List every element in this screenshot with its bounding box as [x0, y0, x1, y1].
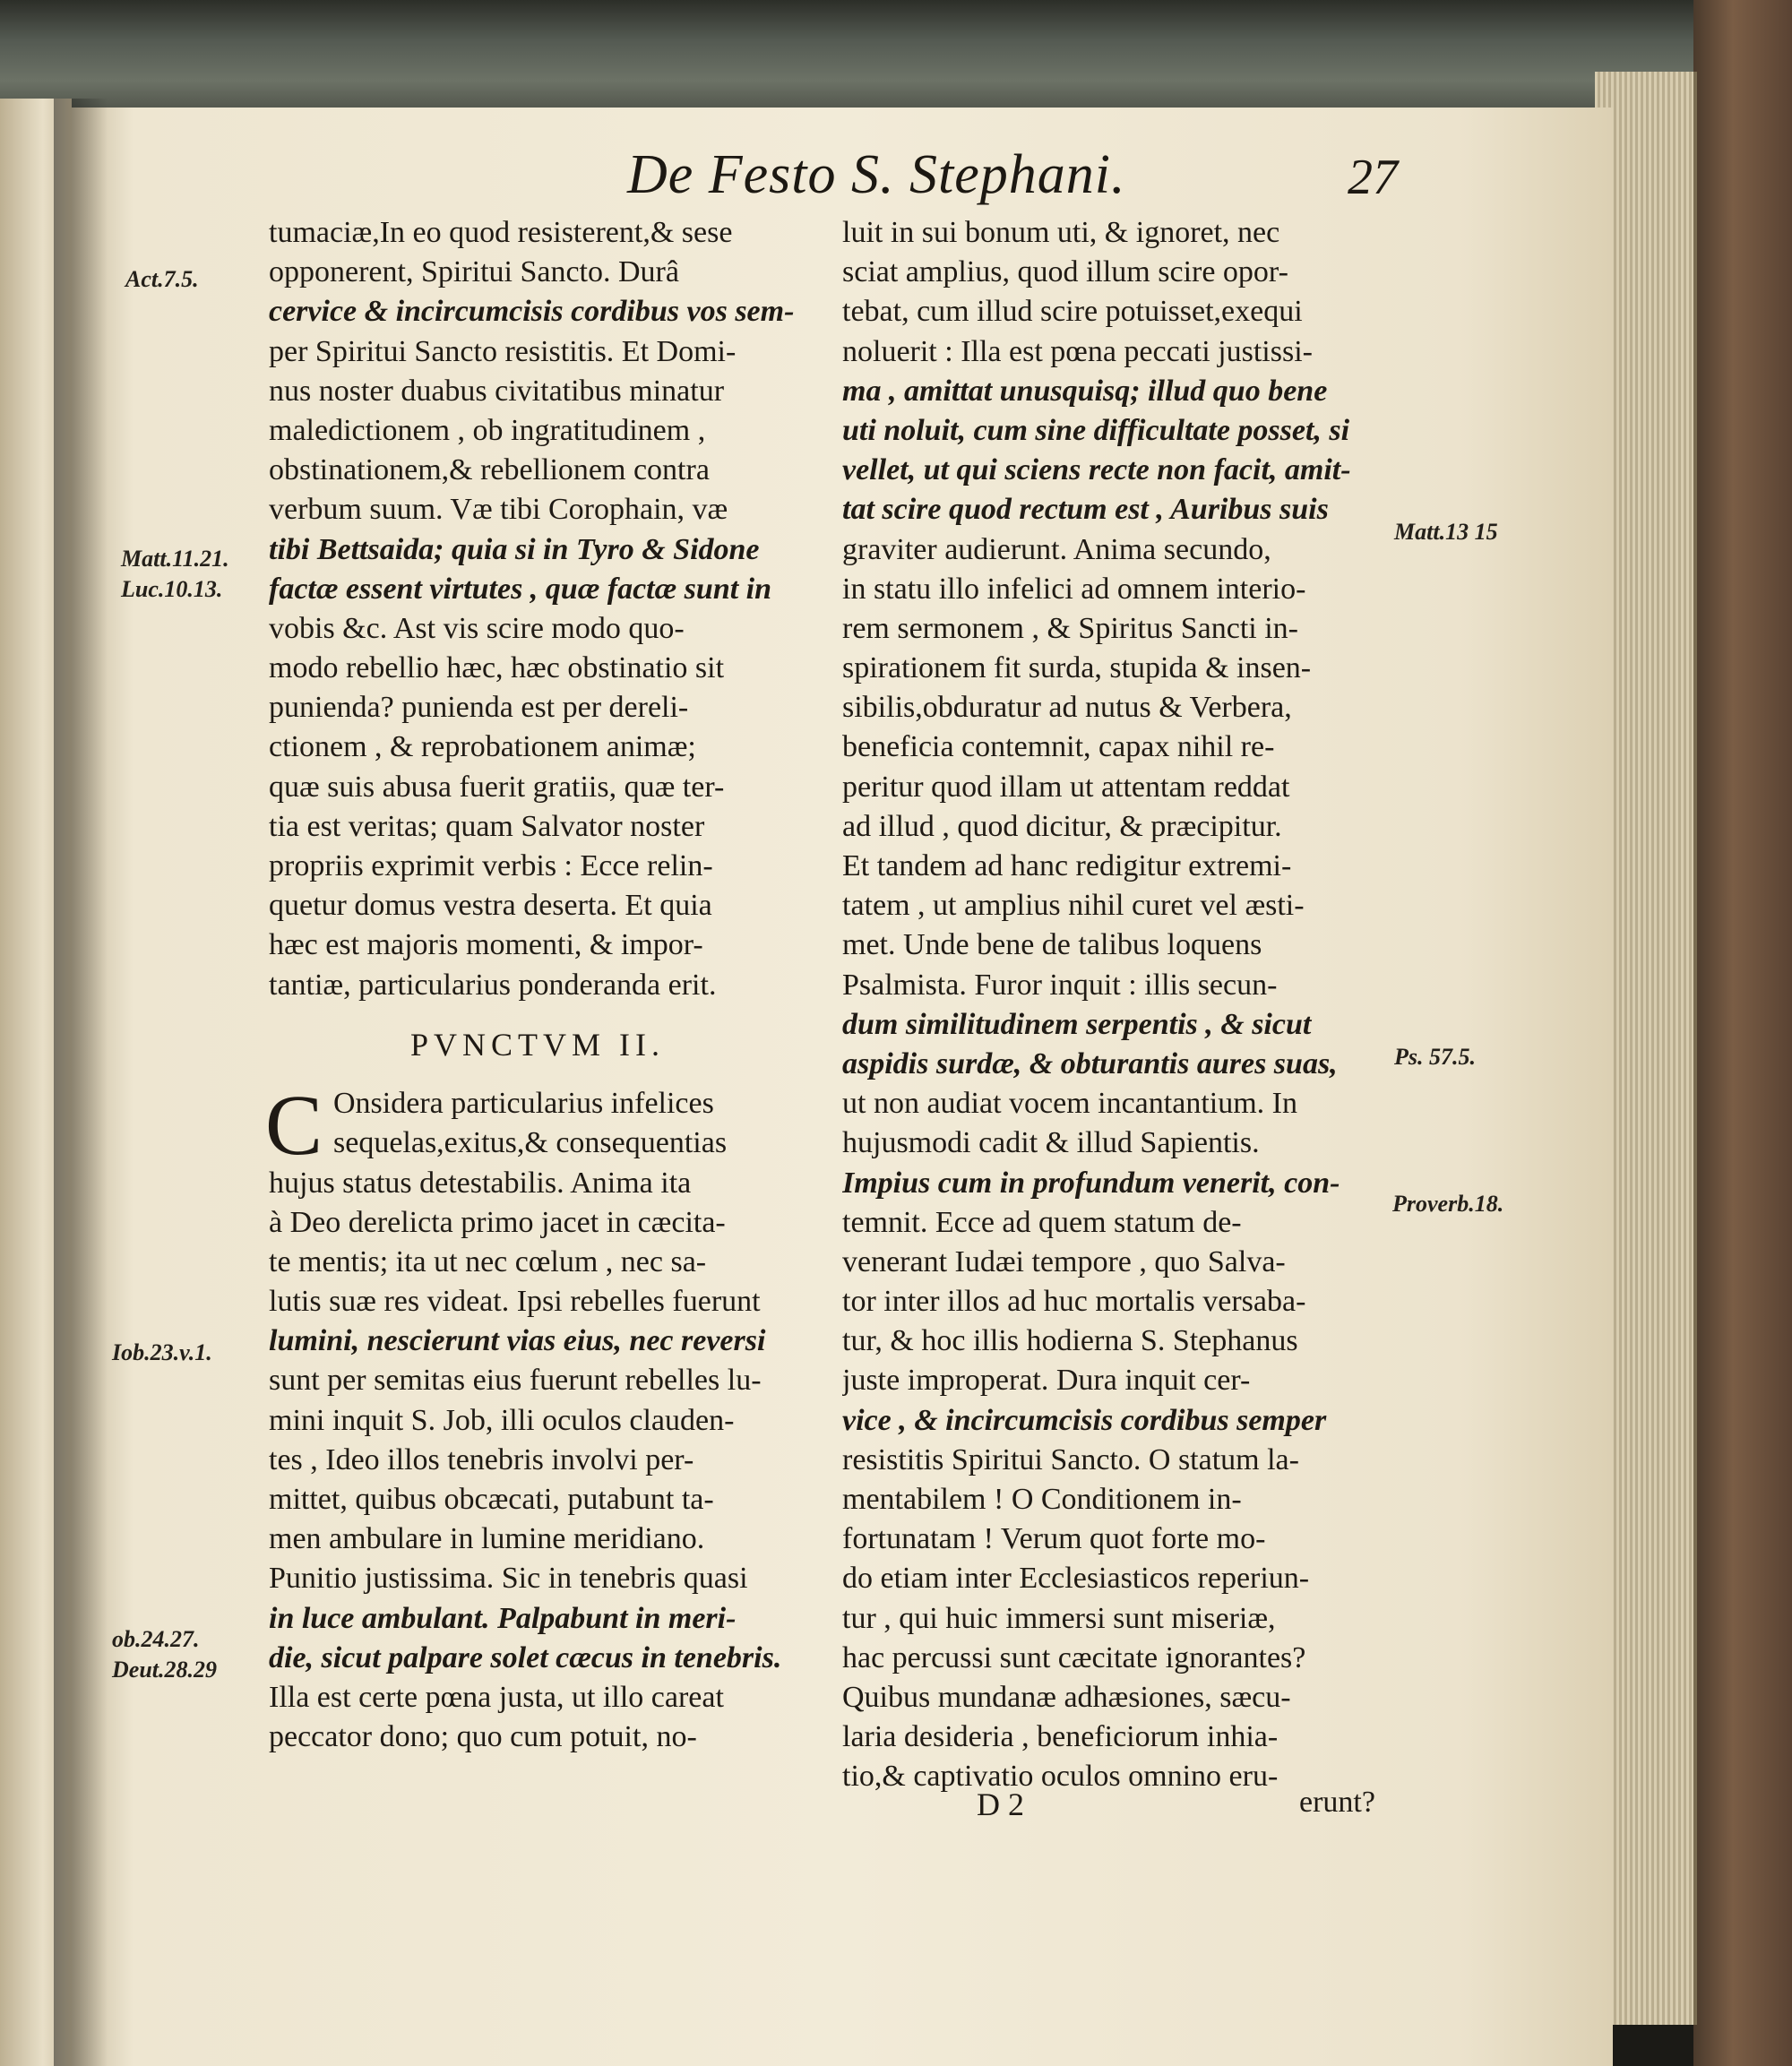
running-head: De Festo S. Stephani. — [627, 144, 1126, 205]
text-line: vice , & incircumcisis cordibus semper — [842, 1403, 1327, 1437]
text-line: mittet, quibus obcæcati, putabunt ta- — [269, 1483, 714, 1517]
right-column-lines — [842, 213, 1391, 1797]
text-line: quæ suis abusa fuerit gratiis, quæ ter- — [269, 770, 725, 804]
text-line: sciat amplius, quod illum scire opor- — [842, 255, 1288, 289]
text-line: Illa est certe pœna justa, ut illo careat — [269, 1680, 724, 1714]
right-text-column — [842, 213, 1391, 1797]
text-line: hujusmodi cadit & illud Sapientis. — [842, 1126, 1260, 1160]
text-line: tatem , ut amplius nihil curet vel æsti- — [842, 889, 1305, 923]
text-line: vobis &c. Ast vis scire modo quo- — [269, 611, 685, 645]
text-line: per Spiritui Sancto resistitis. Et Domi- — [269, 334, 737, 368]
text-line: luit in sui bonum uti, & ignoret, nec — [842, 216, 1280, 249]
left-column-lines — [269, 213, 806, 1005]
text-line: tor inter illos ad huc mortalis versaba- — [842, 1285, 1306, 1319]
margin-note: Act.7.5. — [125, 266, 199, 292]
text-line: resistitis Spiritui Sancto. O statum la- — [842, 1442, 1299, 1476]
text-line: ad illud , quod dicitur, & præcipitur. — [842, 809, 1282, 843]
text-line: tes , Ideo illos tenebris involvi per- — [269, 1442, 694, 1476]
text-line: tumaciæ,In eo quod resisterent,& sese — [269, 216, 733, 249]
text-line: nus noster duabus civitatibus minatur — [269, 374, 725, 408]
text-line: mini inquit S. Job, illi oculos clauden- — [269, 1403, 735, 1437]
text-line: Psalmista. Furor inquit : illis secun- — [842, 968, 1278, 1002]
text-line: fortunatam ! Verum quot forte mo- — [842, 1522, 1266, 1556]
text-line: peccator dono; quo cum potuit, no- — [269, 1720, 697, 1754]
page-number: 27 — [1348, 150, 1398, 205]
text-line: tia est veritas; quam Salvator noster — [269, 809, 705, 843]
left-text-column — [265, 213, 806, 1757]
text-line: mentabilem ! O Conditionem in- — [842, 1483, 1242, 1516]
text-line: hujus status detestabilis. Anima ita — [269, 1166, 692, 1200]
text-line: ctionem , & reprobationem animæ; — [269, 730, 696, 764]
text-line: tat scire quod rectum est , Auribus suis — [842, 493, 1329, 527]
text-line: laria desideria , beneficiorum inhia- — [842, 1720, 1279, 1754]
book-cover-edge — [1693, 0, 1792, 2066]
page-header — [627, 143, 1398, 215]
text-line: ma , amittat unusquisq; illud quo bene — [842, 374, 1328, 408]
drop-cap: C — [265, 1077, 323, 1174]
text-line: maledictionem , ob ingratitudinem , — [269, 413, 706, 447]
text-line: verbum suum. Væ tibi Corophain, væ — [269, 493, 728, 527]
text-line: do etiam inter Ecclesiasticos reperiun- — [842, 1562, 1310, 1596]
left-column-lines-after — [269, 1084, 806, 1757]
section-heading: PVNCTVM II. — [409, 1026, 665, 1063]
text-line: tio,& captivatio oculos omnino eru- — [842, 1760, 1279, 1794]
text-line: punienda? punienda est per dereli- — [269, 691, 689, 725]
text-line: quetur domus vestra deserta. Et quia — [269, 889, 712, 923]
text-line: lumini, nescierunt vias eius, nec reversi — [269, 1324, 766, 1358]
catchword: erunt? — [1299, 1786, 1375, 1819]
text-line: factæ essent virtutes , quæ factæ sunt in — [269, 572, 772, 606]
text-line: rem sermonem , & Spiritus Sancti in- — [842, 611, 1298, 645]
text-line: aspidis surdæ, & obturantis aures suas, — [842, 1046, 1338, 1080]
text-line: ut non audiat vocem incantantium. In — [842, 1087, 1297, 1121]
margin-note: Deut.28.29 — [112, 1657, 217, 1683]
gutter-shadow — [54, 99, 108, 2066]
text-line: à Deo derelicta primo jacet in cæcita- — [269, 1205, 726, 1239]
text-line: hac percussi sunt cæcitate ignorantes? — [842, 1640, 1306, 1674]
text-line: in statu illo infelici ad omnem interio- — [842, 572, 1306, 606]
text-line: modo rebellio hæc, hæc obstinatio sit — [269, 651, 725, 685]
text-line: sunt per semitas eius fuerunt rebelles lu- — [269, 1364, 762, 1398]
text-line: opponerent, Spiritui Sancto. Durâ — [269, 255, 679, 289]
margin-note: Iob.23.v.1. — [112, 1339, 212, 1365]
text-line: peritur quod illam ut attentam reddat — [842, 770, 1290, 804]
text-line: graviter audierunt. Anima secundo, — [842, 532, 1271, 566]
text-line: dum similitudinem serpentis , & sicut — [842, 1007, 1312, 1041]
text-line: venerant Iudæi tempore , quo Salva- — [842, 1244, 1286, 1278]
margin-note: Matt.13 15 — [1394, 519, 1498, 545]
margin-note: Luc.10.13. — [121, 576, 223, 602]
text-line: met. Unde bene de talibus loquens — [842, 928, 1262, 962]
text-line: in luce ambulant. Palpabunt in meri- — [269, 1601, 737, 1635]
text-line: men ambulare in lumine meridiano. — [269, 1522, 705, 1556]
text-line: lutis suæ res videat. Ipsi rebelles fuerunt — [269, 1285, 761, 1319]
text-line: obstinationem,& rebellionem contra — [269, 453, 710, 487]
text-line: Et tandem ad hanc redigitur extremi- — [842, 849, 1292, 882]
text-line: cervice & incircumcisis cordibus vos sem- — [269, 295, 795, 329]
text-line: noluerit : Illa est pœna peccati justissi- — [842, 334, 1313, 368]
margin-note: Matt.11.21. — [121, 546, 229, 572]
text-line: spirationem fit surda, stupida & insen- — [842, 651, 1312, 685]
text-line: propriis exprimit verbis : Ecce relin- — [269, 849, 713, 882]
text-line: tur , qui huic immersi sunt miseriæ, — [842, 1601, 1276, 1635]
text-line: vellet, ut qui sciens recte non facit, amit- — [842, 453, 1351, 487]
text-line: sequelas,exitus,& consequentias — [333, 1126, 728, 1160]
text-line: sibilis,obduratur ad nutus & Verbera, — [842, 691, 1292, 725]
text-line: die, sicut palpare solet cæcus in tenebris. — [269, 1640, 782, 1674]
text-line: Punitio justissima. Sic in tenebris quasi — [269, 1562, 748, 1596]
text-line: te mentis; ita ut nec cœlum , nec sa- — [269, 1244, 707, 1278]
text-line: tur, & hoc illis hodierna S. Stephanus — [842, 1324, 1298, 1358]
margin-note: ob.24.27. — [112, 1626, 200, 1652]
text-line: Impius cum in profundum venerit, con- — [842, 1166, 1340, 1200]
text-line: tibi Bettsaida; quia si in Tyro & Sidone — [269, 532, 760, 566]
text-line: tebat, cum illud scire potuisset,exequi — [842, 295, 1303, 329]
text-line: temnit. Ecce ad quem statum de- — [842, 1205, 1242, 1239]
margin-note: Ps. 57.5. — [1394, 1044, 1476, 1070]
text-line: tantiæ, particularius ponderanda erit. — [269, 968, 717, 1002]
drop-cap-block — [265, 1077, 806, 1757]
margin-note: Proverb.18. — [1392, 1191, 1504, 1217]
text-line: uti noluit, cum sine difficultate posset, si — [842, 413, 1350, 447]
text-line: beneficia contemnit, capax nihil re- — [842, 730, 1275, 764]
text-line: juste improperat. Dura inquit cer- — [842, 1364, 1251, 1398]
text-line: Onsidera particularius infelices — [333, 1087, 714, 1121]
signature-mark: D 2 — [977, 1786, 1024, 1822]
text-line: hæc est majoris momenti, & impor- — [269, 928, 703, 962]
text-line: Quibus mundanæ adhæsiones, sæcu- — [842, 1680, 1291, 1714]
